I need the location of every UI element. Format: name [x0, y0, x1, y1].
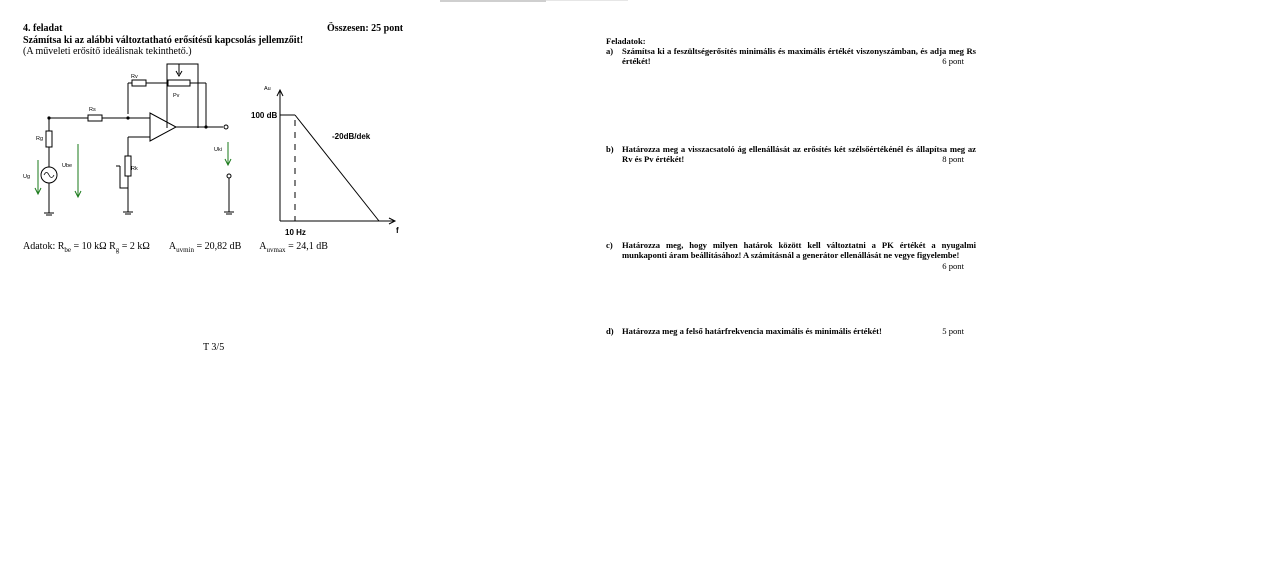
- task-c: c) Határozza meg, hogy milyen határok között kell változtatni a PK értékét a nyugalmi munkaponti áram beállításához! A számításnál a generátor ellenállását ne vegye figyelembe! 6 pont: [606, 240, 976, 271]
- top-scroll-indicator-track: [546, 0, 628, 1]
- task-title: Számítsa ki az alábbi változtatható erősítésű kapcsolás jellemzőit!: [23, 35, 304, 46]
- gain-label: 100 dB: [251, 111, 278, 120]
- axis-au-label: Au: [264, 86, 271, 92]
- label-rk: Rk: [131, 166, 138, 172]
- circuit-diagram: [20, 58, 242, 222]
- task-number: 4. feladat: [23, 23, 63, 34]
- page-number: T 3/5: [203, 342, 225, 353]
- task-b: b) Határozza meg a visszacsatoló ág ellenállását az erősítés két szélsőértékénél és állapítsa meg az Rv és Pv értékét! 8 pont: [606, 144, 976, 164]
- label-rv: Rv: [131, 74, 138, 80]
- total-points: Összesen: 25 pont: [327, 23, 404, 34]
- given-data: Adatok: $R_{be} = 10$ kΩ $R_g = 2$ kΩ $A_{uvmin} = 20,82$ dB $A_{uvmax} = 24,1$ dB: [23, 241, 328, 254]
- label-rs: Rs: [89, 107, 96, 113]
- slope-label: -20dB/dek: [332, 132, 371, 141]
- label-pv: Pv: [173, 93, 180, 99]
- task-a: a) Számítsa ki a feszültségerősítés minimális és maximális értékét viszonyszámban, és adja meg Rs értékét! 6 pont: [606, 46, 976, 66]
- freq-label: 10 Hz: [285, 228, 306, 237]
- label-ube: Ube: [62, 163, 73, 169]
- task-note: (A műveleti erősítő ideálisnak tekinthető.): [23, 46, 192, 57]
- bode-plot: [246, 80, 406, 240]
- label-rg: Rg: [36, 136, 44, 142]
- task-d: d) Határozza meg a felső határfrekvencia maximális és minimális értékét! 5 pont: [606, 326, 964, 336]
- label-uki: Uki: [214, 147, 222, 153]
- tasks-heading: Feladatok:: [606, 36, 646, 46]
- label-ug: Ug: [23, 174, 31, 180]
- axis-f-label: f: [396, 226, 399, 235]
- top-scroll-indicator: [440, 0, 546, 2]
